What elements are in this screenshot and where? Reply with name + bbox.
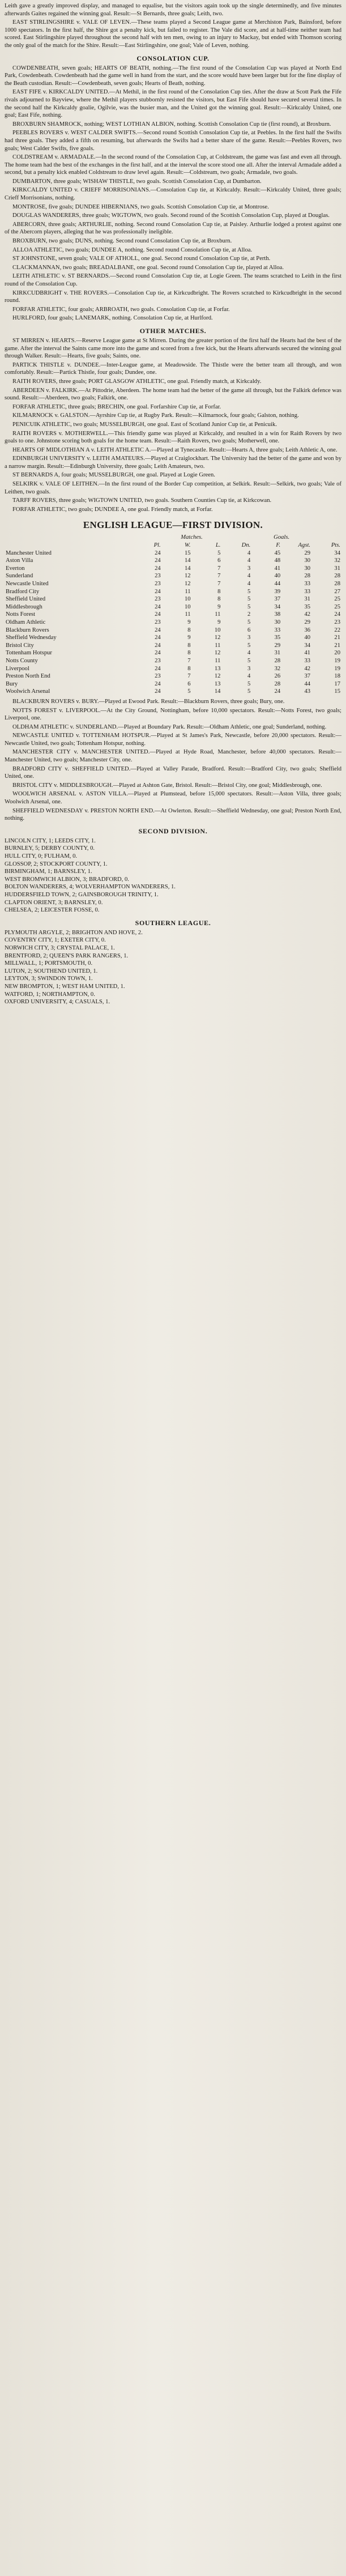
table-cell: 29 <box>304 550 311 556</box>
table-cell: 24 <box>155 611 161 618</box>
match-report: ALLOA ATHLETIC, two goals; DUNDEE A, nothing. Second round Consolation Cup tie, at Alloa. <box>12 246 253 253</box>
table-cell: 37 <box>304 673 311 680</box>
club-name: Aston Villa <box>6 557 33 564</box>
table-cell: 34 <box>334 550 340 556</box>
league-column-label: Pl. <box>153 542 161 549</box>
table-cell: 8 <box>187 650 191 657</box>
table-row <box>5 634 341 642</box>
table-cell: 24 <box>155 588 161 595</box>
table-cell: 8 <box>187 642 191 649</box>
table-row <box>5 603 341 611</box>
match-report: HEARTS OF MIDLOTHIAN A v. LEITH ATHLETIC A.—Played at Tynecastle. Result:—Hearts A, three goals; Leith Athletic A, one. <box>12 446 338 453</box>
table-cell: 24 <box>155 650 161 657</box>
table-cell: 5 <box>247 688 251 695</box>
table-cell: 24 <box>155 627 161 633</box>
table-cell: 10 <box>184 596 191 603</box>
table-row <box>5 649 341 657</box>
table-cell: 24 <box>155 565 161 572</box>
table-cell: 8 <box>187 665 191 672</box>
table-cell: 12 <box>214 635 221 641</box>
first-division-results <box>5 698 341 823</box>
match-report: COLDSTREAM v. ARMADALE.—In the second round of the Consolation Cup, at Coldstream, the game was fast and even all through. The home team had the best of the exchanges in the first half, and at the interval the score stood one all. After the interval Armadale added a second, but a penalty kick enabled Coldstream to draw level again. Result:—Coldstream, two goals; Armadale, two goals. <box>5 154 341 176</box>
result-line: BIRMINGHAM, 1; BARNSLEY, 1. <box>5 868 92 875</box>
table-cell: 31 <box>334 565 340 572</box>
matches-group-label: Matches. <box>181 534 203 541</box>
match-report: BRADFORD CITY v. SHEFFIELD UNITED.—Played at Valley Parade, Bradford. Result:—Bradford City, two goals; Sheffield United, one. <box>5 765 341 780</box>
table-cell: 19 <box>334 657 340 664</box>
table-cell: 8 <box>187 627 191 633</box>
league-column-label: F. <box>276 542 281 549</box>
result-line: NORWICH CITY, 3; CRYSTAL PALACE, 1. <box>5 944 115 951</box>
table-cell: 14 <box>184 565 191 572</box>
table-cell: 4 <box>247 581 251 587</box>
match-report: BLACKBURN ROVERS v. BURY.—Played at Ewood Park. Result:—Blackburn Rovers, three goals; Bury, one. <box>12 698 285 705</box>
table-cell: 33 <box>304 588 311 595</box>
league-column-header <box>5 542 341 550</box>
table-cell: 31 <box>304 596 311 603</box>
table-cell: 4 <box>247 573 251 580</box>
table-cell: 33 <box>304 581 311 587</box>
table-cell: 24 <box>155 688 161 695</box>
match-report: LEITH ATHLETIC v. ST BERNARDS.—Second round Consolation Cup tie, at Logie Green. The teams scratched to Leith in the first round of the Consolation Cup. <box>5 273 341 287</box>
table-cell: 31 <box>274 650 281 657</box>
match-report: KIRKCUDBRIGHT v. THE ROVERS.—Consolation Cup tie, at Kirkcudbright. The Rovers scratched to Kirkcudbright in the second round. <box>5 289 341 304</box>
club-name: Middlesbrough <box>6 603 42 610</box>
table-cell: 7 <box>217 581 221 587</box>
table-cell: 12 <box>184 573 191 580</box>
table-row <box>5 580 341 588</box>
table-cell: 9 <box>217 619 221 625</box>
table-cell: 40 <box>274 573 281 580</box>
match-report: SHEFFIELD WEDNESDAY v. PRESTON NORTH END.—At Owlerton. Result:—Sheffield Wednesday, one goal; Preston North End, nothing. <box>5 807 341 822</box>
match-report: ABERCORN, three goals; ARTHURLIE, nothing. Second round Consolation Cup tie, at Paisley. Arthurlie lodged a protest against one of the Abercorn players, alleging that he was professionally ineligible. <box>5 221 341 236</box>
table-cell: 38 <box>274 611 281 618</box>
match-report: FORFAR ATHLETIC, two goals; DUNDEE A, one goal. Friendly match, at Forfar. <box>12 506 213 513</box>
table-cell: 24 <box>155 642 161 649</box>
table-cell: 22 <box>334 627 340 633</box>
intro-section <box>5 2 341 50</box>
result-line: MILLWALL, 1; PORTSMOUTH, 0. <box>5 960 93 967</box>
table-cell: 3 <box>247 635 251 641</box>
table-cell: 30 <box>274 619 281 625</box>
club-name: Woolwich Arsenal <box>6 688 50 695</box>
result-line: WEST BROMWICH ALBION, 3; BRADFORD, 0. <box>5 876 129 883</box>
table-cell: 10 <box>214 627 221 633</box>
club-name: Preston North End <box>6 673 50 680</box>
result-line: BRENTFORD, 2; QUEEN'S PARK RANGERS, 1. <box>5 952 129 959</box>
match-report: WOOLWICH ARSENAL v. ASTON VILLA.—Played at Plumstead, before 15,000 spectators. Result:—Aston Villa, three goals; Woolwich Arsenal, one. <box>5 791 341 806</box>
table-cell: 6 <box>187 680 191 687</box>
match-report: MANCHESTER CITY v. MANCHESTER UNITED.—Played at Hyde Road, Manchester, before 40,000 spectators. Result:—Manchester United, two goals; Manchester City, one. <box>5 749 341 764</box>
league-column-label: Agst. <box>298 542 311 549</box>
table-cell: 11 <box>215 657 221 664</box>
table-cell: 29 <box>304 619 311 625</box>
table-cell: 5 <box>187 688 191 695</box>
table-cell: 4 <box>247 673 251 680</box>
table-cell: 41 <box>304 650 311 657</box>
table-cell: 9 <box>187 635 191 641</box>
consolation-section <box>5 65 341 322</box>
result-line: HULL CITY, 0; FULHAM, 0. <box>5 853 78 859</box>
match-report: RAITH ROVERS, three goals; PORT GLASGOW ATHLETIC, one goal. Friendly match, at Kirkcaldy. <box>12 378 262 385</box>
other-matches-heading: OTHER MATCHES. <box>139 326 207 335</box>
table-cell: 28 <box>334 573 340 580</box>
table-cell: 24 <box>155 665 161 672</box>
table-cell: 33 <box>274 627 281 633</box>
table-row <box>5 672 341 680</box>
table-cell: 33 <box>304 657 311 664</box>
table-cell: 8 <box>217 596 221 603</box>
table-cell: 39 <box>274 588 281 595</box>
table-cell: 8 <box>217 588 221 595</box>
match-report: HURLFORD, four goals; LANEMARK, nothing. Consolation Cup tie, at Hurlford. <box>12 315 213 322</box>
table-cell: 28 <box>304 573 311 580</box>
table-cell: 24 <box>155 603 161 610</box>
table-cell: 43 <box>304 688 311 695</box>
table-cell: 4 <box>247 550 251 556</box>
table-cell: 20 <box>334 650 340 657</box>
club-name: Bristol City <box>6 642 34 649</box>
table-row <box>5 680 341 688</box>
table-cell: 29 <box>274 642 281 649</box>
club-name: Notts Forest <box>6 611 36 618</box>
league-group-header <box>5 534 341 542</box>
match-report: FORFAR ATHLETIC, three goals; BRECHIN, one goal. Forfarshire Cup tie, at Forfar. <box>12 403 221 410</box>
match-report: BROXBURN, two goals; DUNS, nothing. Second round Consolation Cup tie, at Broxburn. <box>12 238 232 245</box>
match-report: EAST FIFE v. KIRKCALDY UNITED.—At Methil, in the first round of the Consolation Cup ties. After the draw at Scott Park the Fife rivals adjourned to Bayview, where the Methil players stubbornly resisted the visitors, but East Fife should have secured several times. In the second half the Kirkcaldy goalie, Ogilvie, was the busier man, and the United got the winning goal. Result:—Kirkcaldy United, one goal; East Fife, nothing. <box>5 89 341 119</box>
result-line: BOLTON WANDERERS, 4; WOLVERHAMPTON WANDERERS, 1. <box>5 884 176 891</box>
table-cell: 24 <box>274 688 281 695</box>
league-column-label: Pts. <box>331 542 340 549</box>
table-cell: 5 <box>247 657 251 664</box>
table-cell: 23 <box>155 596 161 603</box>
table-cell: 14 <box>184 557 191 564</box>
match-report: ST BERNARDS A, four goals; MUSSELBURGH, one goal. Played at Logie Green. <box>12 472 215 479</box>
table-cell: 7 <box>217 573 221 580</box>
table-cell: 5 <box>247 603 251 610</box>
result-line: LUTON, 2; SOUTHEND UNITED, 1. <box>5 968 98 974</box>
league-column-label <box>5 542 132 550</box>
match-report: RAITH ROVERS v. MOTHERWELL.—This friendly game was played at Kirkcaldy, and resulted in a win for Raith Rovers by two goals to one. Johnstone scoring both goals for the home team. Result:—Raith Rovers, two goals; Motherwell, one. <box>5 430 341 445</box>
club-name: Manchester United <box>6 550 52 556</box>
table-cell: 44 <box>274 581 281 587</box>
match-report: ST JOHNSTONE, seven goals; VALE OF ATHOLL, one goal. Second round Consolation Cup tie, at Perth. <box>12 256 271 262</box>
club-name: Sunderland <box>6 573 33 580</box>
table-cell: 5 <box>247 642 251 649</box>
result-line: BURNLEY, 5; DERBY COUNTY, 0. <box>5 845 95 852</box>
table-cell: 35 <box>304 603 311 610</box>
club-name: Liverpool <box>6 665 29 672</box>
other-matches-section <box>5 337 341 513</box>
table-cell: 5 <box>217 550 221 556</box>
table-cell: 30 <box>304 557 311 564</box>
match-report: PARTICK THISTLE v. DUNDEE.—Inter-League game, at Meadowside. The Thistle were the better team all through, and won comfortably. Result:—Partick Thistle, four goals; Dundee, one. <box>5 361 341 376</box>
table-cell: 48 <box>274 557 281 564</box>
consolation-heading: CONSOLATION CUP. <box>136 54 210 62</box>
match-report: EDINBURGH UNIVERSITY v. LEITH AMATEURS.—Played at Craiglockhart. The University had the better of the game and won by a narrow margin. Result:—Edinburgh University, three goals; Leith Amateurs, two. <box>5 455 341 470</box>
club-name: Newcastle United <box>6 581 49 587</box>
table-cell: 6 <box>247 627 251 633</box>
table-cell: 23 <box>155 573 161 580</box>
match-report: DOUGLAS WANDERERS, three goals; WIGTOWN, two goals. Second round of the Scottish Consolation Cup, played at Douglas. <box>12 212 330 219</box>
table-cell: 24 <box>155 550 161 556</box>
table-cell: 11 <box>215 642 221 649</box>
southern-league-heading: SOUTHERN LEAGUE. <box>135 918 211 927</box>
table-cell: 13 <box>214 665 221 672</box>
table-row <box>5 665 341 673</box>
table-row <box>5 688 341 696</box>
table-cell: 4 <box>247 557 251 564</box>
match-report: COWDENBEATH, seven goals; HEARTS OF BEATH, nothing.—The first round of the Consolation Cup was played at North End Park, Cowdenbeath. Cowdenbeath had the game well in hand from the start, and the score would have been larger but for the fine display of the Beath custodian. Result:—Cowdenbeath, seven goals; Hearts of Beath, nothing. <box>5 65 341 87</box>
table-cell: 32 <box>274 665 281 672</box>
match-report: ABERDEEN v. FALKIRK.—At Pittodrie, Aberdeen. The home team had the better of the game all through, but the Falkirk defence was sound. Result:—Aberdeen, two goals; Falkirk, one. <box>5 387 341 402</box>
result-line: GLOSSOP, 2; STOCKPORT COUNTY, 1. <box>5 861 108 867</box>
table-cell: 15 <box>334 688 340 695</box>
table-cell: 12 <box>214 650 221 657</box>
southern-league-results <box>5 929 341 1006</box>
table-cell: 24 <box>334 611 340 618</box>
table-cell: 34 <box>274 603 281 610</box>
table-cell: 42 <box>304 611 311 618</box>
club-name: Bury <box>6 680 18 687</box>
first-division-heading: ENGLISH LEAGUE—FIRST DIVISION. <box>83 520 263 531</box>
match-report: OLDHAM ATHLETIC v. SUNDERLAND.—Played at Boundary Park. Result:—Oldham Athletic, one goal; Sunderland, nothing. <box>12 723 327 730</box>
table-cell: 11 <box>215 611 221 618</box>
result-line: NEW BROMPTON, 1; WEST HAM UNITED, 1. <box>5 983 125 990</box>
table-cell: 17 <box>334 680 340 687</box>
table-cell: 2 <box>247 611 251 618</box>
club-name: Everton <box>6 565 25 572</box>
club-name: Notts County <box>6 657 38 664</box>
match-report: CLACKMANNAN, two goals; BREADALBANE, one goal. Second round Consolation Cup tie, played at Alloa. <box>12 264 284 271</box>
table-cell: 23 <box>155 657 161 664</box>
table-cell: 5 <box>247 680 251 687</box>
result-line: PLYMOUTH ARGYLE, 2; BRIGHTON AND HOVE, 2. <box>5 929 143 936</box>
table-cell: 32 <box>334 557 340 564</box>
table-cell: 40 <box>304 635 311 641</box>
table-cell: 5 <box>247 588 251 595</box>
match-report: KIRKCALDY UNITED v. CRIEFF MORRISONIANS.—Consolation Cup tie, at Kirkcaldy. Result:—Kirkcaldy United, three goals; Crieff Morrisonians, nothing. <box>5 187 341 202</box>
table-cell: 30 <box>304 565 311 572</box>
table-cell: 18 <box>334 673 340 680</box>
result-line: WATFORD, 1; NORTHAMPTON, 0. <box>5 991 95 998</box>
match-report: ST MIRREN v. HEARTS.—Reserve League game at St Mirren. During the greater portion of the first half the Hearts had the best of the game. After the interval the Saints came more into the game and scored from a free kick, but the Hearts afterwards secured the winning goal through Walker. Result:—Hearts, five goals; Saints, one. <box>5 337 341 360</box>
table-cell: 7 <box>187 657 191 664</box>
table-cell: 9 <box>187 619 191 625</box>
result-line: CLAPTON ORIENT, 3; BARNSLEY, 0. <box>5 899 103 906</box>
table-cell: 23 <box>155 581 161 587</box>
table-cell: 28 <box>274 680 281 687</box>
table-cell: 23 <box>155 619 161 625</box>
table-cell: 7 <box>217 565 221 572</box>
match-report: SELKIRK v. VALE OF LEITHEN.—In the first round of the Border Cup competition, at Selkirk. Result:—Selkirk, two goals; Vale of Leithen, two goals. <box>5 481 341 495</box>
table-row <box>5 595 341 603</box>
league-column-label: W. <box>185 542 191 549</box>
match-report: FORFAR ATHLETIC, four goals; ARBROATH, two goals. Consolation Cup tie, at Forfar. <box>12 306 230 313</box>
table-cell: 45 <box>274 550 281 556</box>
table-cell: 12 <box>214 673 221 680</box>
table-cell: 25 <box>334 603 340 610</box>
table-cell: 24 <box>155 680 161 687</box>
table-cell: 11 <box>185 611 191 618</box>
intro-paragraph: Leith gave a greatly improved display, and managed to equalise, but the visitors again took up the single determinedly, and five minutes afterwards Gaites regained the winning goal. Result:—St Bernards, three goals; Leith, two. <box>5 3 341 17</box>
second-division-results <box>5 837 341 914</box>
table-cell: 24 <box>155 557 161 564</box>
table-cell: 5 <box>247 596 251 603</box>
table-cell: 28 <box>274 657 281 664</box>
table-cell: 3 <box>247 565 251 572</box>
table-cell: 21 <box>334 635 340 641</box>
league-column-label: Dn. <box>241 542 251 549</box>
table-cell: 23 <box>155 673 161 680</box>
match-report: BROXBURN SHAMROCK, nothing; WEST LOTHIAN ALBION, nothing. Scottish Consolation Cup tie (first round), at Broxburn. <box>12 121 331 127</box>
table-cell: 27 <box>334 588 340 595</box>
goals-group-label: Goals. <box>274 534 290 541</box>
table-cell: 13 <box>214 680 221 687</box>
table-cell: 21 <box>334 642 340 649</box>
club-name: Sheffield United <box>6 596 46 603</box>
table-cell: 12 <box>184 581 191 587</box>
second-division-heading: SECOND DIVISION. <box>138 827 208 835</box>
result-line: COVENTRY CITY, 1; EXETER CITY, 0. <box>5 937 106 944</box>
table-row <box>5 642 341 650</box>
table-cell: 35 <box>274 635 281 641</box>
table-row <box>5 550 341 557</box>
league-body <box>5 550 341 696</box>
match-report: BRISTOL CITY v. MIDDLESBROUGH.—Played at Ashton Gate, Bristol. Result:—Bristol City, one goal; Middlesbrough, one. <box>12 782 322 789</box>
table-cell: 10 <box>184 603 191 610</box>
table-row <box>5 565 341 573</box>
table-row <box>5 572 341 580</box>
table-cell: 4 <box>247 650 251 657</box>
table-row <box>5 619 341 627</box>
match-report: DUMBARTON, three goals; WISHAW THISTLE, two goals. Scottish Consolation Cup, at Dumbarton. <box>12 178 262 185</box>
table-cell: 19 <box>334 665 340 672</box>
table-cell: 25 <box>334 596 340 603</box>
table-row <box>5 588 341 596</box>
club-name: Sheffield Wednesday <box>6 635 57 641</box>
match-report: NOTTS FOREST v. LIVERPOOL.—At the City Ground, Nottingham, before 10,000 spectators. Result:—Notts Forest, two goals; Liverpool, one. <box>5 707 341 722</box>
table-cell: 42 <box>304 665 311 672</box>
match-report: KILMARNOCK v. GALSTON.—Ayrshire Cup tie, at Rugby Park. Result:—Kilmarnock, four goals; Galston, nothing. <box>12 412 299 419</box>
table-row <box>5 627 341 635</box>
table-cell: 6 <box>217 557 221 564</box>
table-cell: 11 <box>185 588 191 595</box>
table-cell: 34 <box>304 642 311 649</box>
table-cell: 44 <box>304 680 311 687</box>
club-name: Tottenham Hotspur <box>6 650 52 657</box>
club-name: Bradford City <box>6 588 40 595</box>
match-report: NEWCASTLE UNITED v. TOTTENHAM HOTSPUR.—Played at St James's Park, Newcastle, before 20,000 spectators. Result:—Newcastle United, two goals; Tottenham Hotspur, nothing. <box>5 733 341 747</box>
table-cell: 9 <box>217 603 221 610</box>
table-cell: 41 <box>274 565 281 572</box>
intro-paragraph: EAST STIRLINGSHIRE v. VALE OF LEVEN.—These teams played a Second League game at Merchiston Park, Bainsford, before 1000 spectators. In the first half, the Shire got a penalty kick, but failed to register. The Vale did score, and at half-time neither team had scored. East Stirlingshire played throughout the second half with ten men, owing to an injury to Mackay, but ended with Thomson scoring the only goal of the match for the Shire. Result:—East Stirlingshire, one goal; Vale of Leven, nothing. <box>5 19 341 49</box>
club-name: Oldham Athletic <box>6 619 46 625</box>
table-cell: 24 <box>155 635 161 641</box>
match-report: PENICUIK ATHLETIC, two goals; MUSSELBURGH, one goal. East of Scotland Junior Cup tie, at Penicuik. <box>12 421 277 428</box>
table-row <box>5 557 341 565</box>
table-cell: 26 <box>274 673 281 680</box>
club-name: Blackburn Rovers <box>6 627 49 633</box>
table-cell: 14 <box>214 688 221 695</box>
table-cell: 7 <box>187 673 191 680</box>
match-report: PEEBLES ROVERS v. WEST CALDER SWIFTS.—Second round Scottish Consolation Cup tie, at Peebles. In the first half the Swifts had three goals. They added a fifth on resuming, but afterwards the Swifts had a better share of the game. Result:—Peebles Rovers, two goals; West Calder Swifts, five goals. <box>5 130 341 152</box>
table-cell: 3 <box>247 665 251 672</box>
league-table <box>5 534 341 695</box>
result-line: OXFORD UNIVERSITY, 4; CASUALS, 1. <box>5 999 110 1006</box>
table-cell: 23 <box>334 619 340 625</box>
table-cell: 5 <box>247 619 251 625</box>
result-line: LINCOLN CITY, 1; LEEDS CITY, 1. <box>5 837 96 844</box>
table-row <box>5 657 341 665</box>
table-cell: 15 <box>184 550 191 556</box>
match-report: MONTROSE, five goals; DUNDEE HIBERNIANS, two goals. Scottish Consolation Cup tie, at Montrose. <box>12 203 269 210</box>
result-line: LEYTON, 3; SWINDON TOWN, 1. <box>5 976 93 982</box>
table-cell: 36 <box>304 627 311 633</box>
result-line: CHELSEA, 2; LEICESTER FOSSE, 0. <box>5 907 100 914</box>
result-line: HUDDERSFIELD TOWN, 2; GAINSBOROUGH TRINITY, 1. <box>5 891 159 898</box>
table-cell: 28 <box>334 581 340 587</box>
table-cell: 37 <box>274 596 281 603</box>
league-column-label: L. <box>215 542 221 549</box>
table-row <box>5 611 341 619</box>
match-report: TARFF ROVERS, three goals; WIGTOWN UNITED, two goals. Southern Counties Cup tie, at Kirkcowan. <box>12 497 272 504</box>
